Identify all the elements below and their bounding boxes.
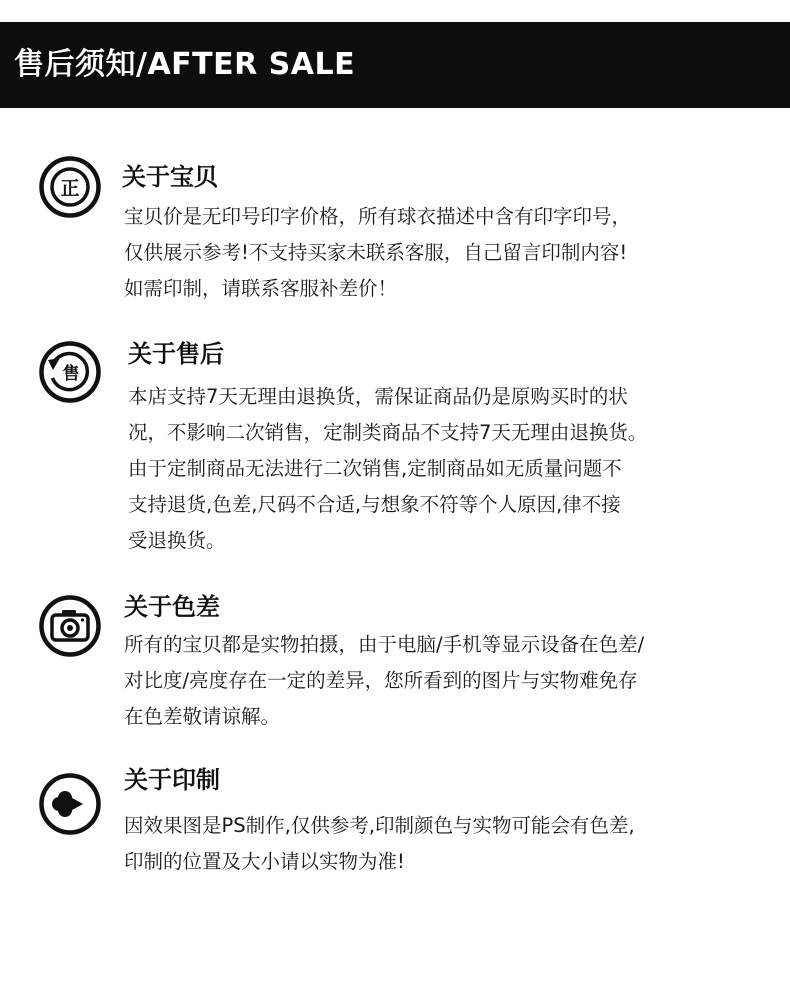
section-body (124, 808, 744, 880)
print-arrow-icon (38, 772, 102, 836)
after-sale-refresh-icon (38, 340, 102, 404)
section-body (128, 379, 748, 559)
section-body (124, 199, 744, 307)
body-line: 本店支持7天无理由退换货，需保证商品仍是原购买时的状 (128, 385, 628, 408)
body-line: 对比度/亮度存在一定的差异，您所看到的图片与实物难免存 (124, 669, 638, 692)
body-line: 仅供展示参考!不支持买家未联系客服，自己留言印制内容! (124, 241, 628, 264)
body-line: 如需印制，请联系客服补差价！ (124, 277, 398, 300)
svg-text:正: 正 (60, 177, 80, 200)
body-line: 在色差敬请谅解。 (124, 705, 281, 728)
section-title: 关于印制 (124, 766, 220, 794)
zheng-badge-icon (38, 155, 102, 219)
camera-icon (38, 594, 102, 658)
body-line: 所有的宝贝都是实物拍摄，由于电脑/手机等显示设备在色差/ (124, 633, 645, 656)
section-title: 关于宝贝 (122, 163, 218, 191)
body-line: 由于定制商品无法进行二次销售,定制商品如无质量问题不 (128, 457, 622, 480)
page-title: 售后须知/AFTER SALE (14, 47, 356, 82)
body-line: 印制的位置及大小请以实物为准! (124, 850, 405, 873)
body-line: 况，不影响二次销售，定制类商品不支持7天无理由退换货。 (128, 421, 648, 444)
body-line: 因效果图是PS制作,仅供参考,印制颜色与实物可能会有色差, (124, 814, 635, 837)
body-line: 受退换货。 (128, 529, 226, 552)
body-line: 支持退货,色差,尺码不合适,与想象不符等个人原因,律不接 (128, 493, 621, 516)
section-title: 关于色差 (124, 593, 220, 621)
svg-text:售: 售 (62, 364, 80, 384)
section-title: 关于售后 (128, 340, 224, 368)
header-bar (0, 22, 790, 108)
body-line: 宝贝价是无印号印字价格，所有球衣描述中含有印字印号， (124, 205, 632, 228)
section-body (124, 627, 744, 735)
